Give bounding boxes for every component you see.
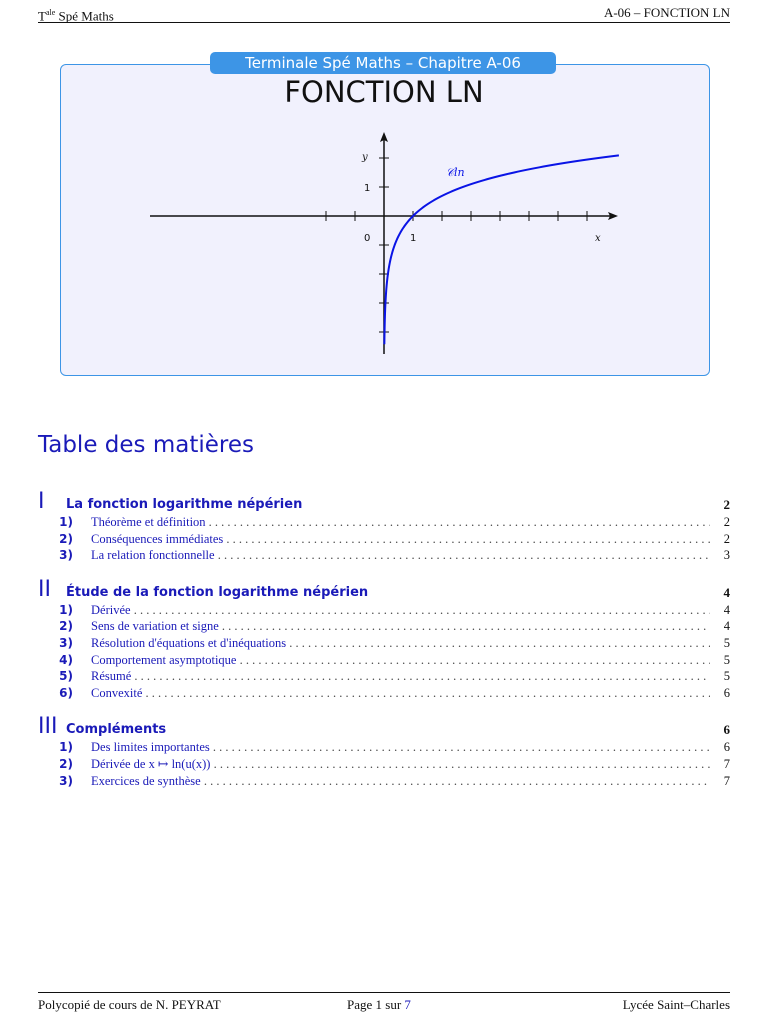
page-header	[38, 4, 730, 23]
toc-title: Table des matières	[38, 432, 254, 458]
header-level-sup: ale	[45, 8, 56, 17]
toc-entry-number: 4)	[59, 652, 73, 667]
toc-entry[interactable]	[38, 531, 730, 548]
toc-entry-number: 3)	[59, 773, 73, 788]
footer-school: Lycée Saint–Charles	[622, 997, 730, 1012]
toc-entry-number: 2)	[59, 756, 73, 771]
toc-entry[interactable]	[38, 739, 730, 756]
y-axis-label: y	[362, 152, 368, 163]
toc-entry-page: 5	[723, 652, 730, 667]
table-of-contents	[38, 486, 730, 789]
ln-curve	[384, 155, 619, 344]
toc-entry-title[interactable]: Exercices de synthèse . . .	[91, 773, 710, 790]
toc-part-number: II	[38, 576, 51, 602]
footer-page-prefix: Page 1 sur	[347, 997, 405, 1012]
toc-entry-page: 6	[723, 740, 730, 755]
toc-entry-page: 2	[723, 515, 730, 529]
toc-entry[interactable]	[38, 635, 730, 652]
toc-entry-number: 2)	[59, 531, 73, 546]
toc-entry-title[interactable]: Résolution d'équations et d'inéquations . . .	[91, 635, 710, 652]
toc-entry-title[interactable]: Des limites importantes . . .	[91, 739, 710, 756]
toc-entry-title[interactable]: Résumé . . .	[91, 668, 710, 685]
footer-page-total-link[interactable]: 7	[404, 997, 411, 1012]
toc-entry-title[interactable]: Conséquences immédiates . . .	[91, 531, 710, 548]
header-subject: Spé Maths	[55, 8, 114, 24]
toc-entry-number: 6)	[59, 685, 73, 700]
toc-entry-page: 5	[723, 635, 730, 650]
toc-entry-title[interactable]: Convexité . . .	[91, 685, 710, 702]
toc-entry-number: 3)	[59, 635, 73, 650]
curve-label: 𝒞ln	[446, 166, 465, 179]
toc-entry[interactable]	[38, 773, 730, 790]
y-unit-label: 1	[364, 183, 371, 194]
toc-part-title[interactable]: Compléments	[66, 722, 167, 738]
toc-entry-page: 3	[723, 548, 730, 563]
main-title: FONCTION LN	[284, 75, 484, 109]
toc-entry-page: 7	[723, 773, 730, 788]
toc-entry-page: 5	[723, 669, 730, 684]
toc-entry[interactable]	[38, 685, 730, 702]
footer-author: Polycopié de cours de N. PEYRAT	[38, 997, 221, 1012]
toc-part-title[interactable]: La fonction logarithme népérien	[66, 497, 303, 512]
footer-page-number	[347, 993, 411, 1017]
toc-part[interactable]	[38, 574, 730, 602]
header-level: T	[38, 8, 46, 24]
toc-entry-number: 5)	[59, 669, 73, 684]
toc-entry[interactable]	[38, 668, 730, 685]
toc-entry[interactable]	[38, 652, 730, 669]
toc-entry[interactable]	[38, 547, 730, 564]
toc-entry-number: 2)	[59, 619, 73, 634]
toc-entry-page: 7	[723, 756, 730, 771]
toc-part-number: I	[38, 489, 45, 514]
toc-part-number: III	[38, 714, 58, 740]
toc-part-page: 4	[723, 584, 730, 600]
page-footer	[38, 992, 730, 1013]
toc-entry-title[interactable]: Dérivée . . .	[91, 602, 710, 619]
toc-entry-page: 4	[723, 602, 730, 617]
toc-part[interactable]	[38, 711, 730, 739]
ln-graph	[140, 128, 626, 360]
toc-entry-page: 4	[723, 619, 730, 634]
x-unit-label: 1	[410, 233, 417, 244]
header-left	[38, 4, 114, 25]
toc-entry[interactable]	[38, 618, 730, 635]
toc-entry-title[interactable]: La relation fonctionnelle . . .	[91, 547, 710, 564]
toc-entry-title[interactable]: Sens de variation et signe . . .	[91, 618, 710, 635]
toc-entry[interactable]	[38, 514, 730, 531]
toc-entry-title[interactable]: Dérivée de x ↦ ln(u(x)) . . .	[91, 756, 710, 773]
toc-entry-number: 3)	[59, 548, 73, 563]
origin-label: 0	[364, 233, 371, 244]
toc-entry-number: 1)	[59, 515, 73, 529]
toc-entry-page: 2	[723, 531, 730, 546]
toc-part-title[interactable]: Étude de la fonction logarithme népérien	[66, 584, 369, 600]
toc-entry[interactable]	[38, 602, 730, 619]
header-chapter-code: A-06 – FONCTION LN	[603, 5, 730, 20]
toc-entry-page: 6	[723, 685, 730, 700]
x-axis-label: x	[595, 233, 601, 244]
toc-part-page: 6	[723, 722, 730, 738]
toc-part[interactable]	[38, 486, 730, 514]
toc-entry-number: 1)	[59, 602, 73, 617]
toc-entry-title[interactable]: Comportement asymptotique . . .	[91, 652, 710, 669]
toc-part-page: 2	[723, 497, 730, 512]
toc-entry-number: 1)	[59, 740, 73, 755]
toc-entry-title[interactable]: Théorème et définition . . .	[91, 514, 710, 531]
chapter-tag: Terminale Spé Maths – Chapitre A-06	[210, 52, 556, 74]
toc-entry[interactable]	[38, 756, 730, 773]
